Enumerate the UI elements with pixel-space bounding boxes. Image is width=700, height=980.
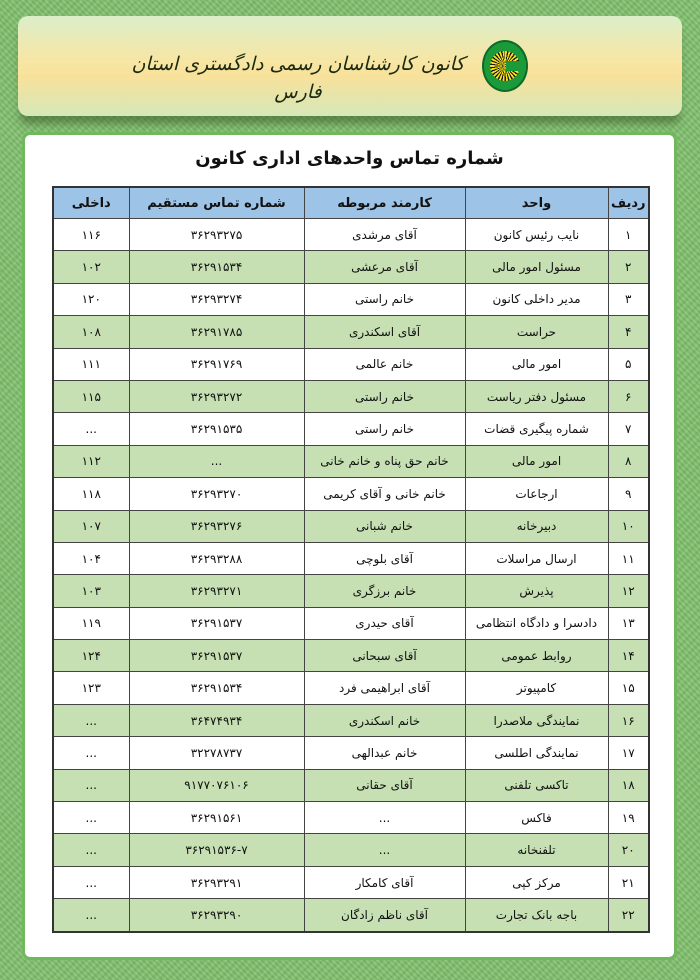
table-row <box>53 478 649 510</box>
cell-extension: ۱۱۹ <box>53 607 129 639</box>
cell-row-number: ۱۲ <box>608 575 649 607</box>
cell-staff: آقای کامکار <box>304 866 465 898</box>
cell-staff: خانم عبدالهی <box>304 737 465 769</box>
cell-staff: آقای سبحانی <box>304 640 465 672</box>
cell-direct-phone: ۳۶۲۹۱۵۳۴ <box>129 672 304 704</box>
cell-row-number: ۴ <box>608 316 649 348</box>
cell-unit: مسئول امور مالی <box>465 251 608 283</box>
cell-staff: خانم عالمی <box>304 348 465 380</box>
cell-direct-phone: ۳۶۲۹۳۲۷۶ <box>129 510 304 542</box>
cell-direct-phone: ۳۶۲۹۱۵۳۶-۷ <box>129 834 304 866</box>
cell-extension: ... <box>53 899 129 932</box>
cell-unit: حراست <box>465 316 608 348</box>
cell-direct-phone: ۳۶۲۹۱۵۳۴ <box>129 251 304 283</box>
cell-direct-phone: ۳۲۲۷۸۷۳۷ <box>129 737 304 769</box>
cell-extension: ... <box>53 834 129 866</box>
cell-direct-phone: ۳۶۲۹۱۵۳۷ <box>129 607 304 639</box>
table-row <box>53 510 649 542</box>
cell-staff: آقای ابراهیمی فرد <box>304 672 465 704</box>
cell-row-number: ۲۱ <box>608 866 649 898</box>
table-row <box>53 251 649 283</box>
cell-row-number: ۱۱ <box>608 542 649 574</box>
table-row <box>53 542 649 574</box>
cell-row-number: ۱۵ <box>608 672 649 704</box>
cell-extension: ۱۰۸ <box>53 316 129 348</box>
cell-extension: ... <box>53 413 129 445</box>
cell-row-number: ۱۹ <box>608 802 649 834</box>
cell-direct-phone: ۳۶۲۹۳۲۷۲ <box>129 380 304 412</box>
cell-staff: خانم برزگری <box>304 575 465 607</box>
header-banner <box>18 16 682 116</box>
cell-extension: ۱۱۲ <box>53 445 129 477</box>
cell-direct-phone: ۳۶۲۹۳۲۷۵ <box>129 219 304 251</box>
cell-staff: آقای حیدری <box>304 607 465 639</box>
table-row <box>53 704 649 736</box>
cell-direct-phone: ۳۶۲۹۱۷۶۹ <box>129 348 304 380</box>
cell-direct-phone: ۳۶۲۹۳۲۷۴ <box>129 283 304 315</box>
cell-row-number: ۹ <box>608 478 649 510</box>
table-row <box>53 283 649 315</box>
cell-staff: آقای اسکندری <box>304 316 465 348</box>
table-row <box>53 380 649 412</box>
cell-unit: ارجاعات <box>465 478 608 510</box>
cell-direct-phone: ۹۱۷۷۰۷۶۱۰۶ <box>129 769 304 801</box>
cell-extension: ۱۰۷ <box>53 510 129 542</box>
cell-unit: امور مالی <box>465 445 608 477</box>
cell-row-number: ۱۷ <box>608 737 649 769</box>
cell-unit: ارسال مراسلات <box>465 542 608 574</box>
cell-row-number: ۶ <box>608 380 649 412</box>
cell-unit: دادسرا و دادگاه انتظامی <box>465 607 608 639</box>
cell-extension: ... <box>53 802 129 834</box>
table-row <box>53 445 649 477</box>
cell-unit: تلفنخانه <box>465 834 608 866</box>
cell-unit: کامپیوتر <box>465 672 608 704</box>
cell-extension: ... <box>53 737 129 769</box>
cell-staff: خانم خانی و آقای کریمی <box>304 478 465 510</box>
column-header-unit: واحد <box>465 187 608 219</box>
cell-unit: باجه بانک تجارت <box>465 899 608 932</box>
table-row <box>53 802 649 834</box>
table-row <box>53 413 649 445</box>
table-row <box>53 219 649 251</box>
cell-extension: ... <box>53 866 129 898</box>
cell-staff: آقای مرشدی <box>304 219 465 251</box>
cell-extension: ۱۱۶ <box>53 219 129 251</box>
cell-staff: آقای حقانی <box>304 769 465 801</box>
cell-unit: مرکز کپی <box>465 866 608 898</box>
cell-staff: ... <box>304 834 465 866</box>
cell-extension: ۱۲۳ <box>53 672 129 704</box>
cell-row-number: ۱۴ <box>608 640 649 672</box>
table-row <box>53 575 649 607</box>
cell-unit: تاکسی تلفنی <box>465 769 608 801</box>
table-row <box>53 607 649 639</box>
table-row <box>53 866 649 898</box>
cell-extension: ... <box>53 769 129 801</box>
cell-direct-phone: ۳۶۲۹۱۵۳۷ <box>129 640 304 672</box>
cell-extension: ۱۱۱ <box>53 348 129 380</box>
cell-direct-phone: ۳۶۲۹۳۲۷۱ <box>129 575 304 607</box>
cell-row-number: ۸ <box>608 445 649 477</box>
cell-row-number: ۱۸ <box>608 769 649 801</box>
table-row <box>53 769 649 801</box>
cell-extension: ۱۰۲ <box>53 251 129 283</box>
cell-direct-phone: ۳۶۲۹۳۲۹۱ <box>129 866 304 898</box>
cell-staff: خانم راستی <box>304 283 465 315</box>
cell-staff: خانم راستی <box>304 380 465 412</box>
cell-row-number: ۲۲ <box>608 899 649 932</box>
cell-row-number: ۵ <box>608 348 649 380</box>
cell-extension: ۱۲۰ <box>53 283 129 315</box>
cell-direct-phone: ۳۶۴۷۴۹۳۴ <box>129 704 304 736</box>
cell-row-number: ۱۰ <box>608 510 649 542</box>
cell-unit: روابط عمومی <box>465 640 608 672</box>
cell-row-number: ۳ <box>608 283 649 315</box>
cell-staff: آقای مرعشی <box>304 251 465 283</box>
page-title: شماره تماس واحدهای اداری کانون <box>195 148 504 169</box>
cell-unit: نمایندگی اطلسی <box>465 737 608 769</box>
cell-row-number: ۲ <box>608 251 649 283</box>
table-row <box>53 672 649 704</box>
cell-unit: فاکس <box>465 802 608 834</box>
cell-staff: خانم اسکندری <box>304 704 465 736</box>
cell-direct-phone: ۳۶۲۹۱۵۳۵ <box>129 413 304 445</box>
cell-staff: خانم راستی <box>304 413 465 445</box>
cell-extension: ... <box>53 704 129 736</box>
cell-extension: ۱۱۵ <box>53 380 129 412</box>
cell-unit: شماره پیگیری قضات <box>465 413 608 445</box>
cell-staff: خانم حق پناه و خانم خانی <box>304 445 465 477</box>
cell-staff: آقای بلوچی <box>304 542 465 574</box>
cell-unit: نمایندگی ملاصدرا <box>465 704 608 736</box>
cell-row-number: ۱ <box>608 219 649 251</box>
cell-unit: نایب رئیس کانون <box>465 219 608 251</box>
cell-unit: امور مالی <box>465 348 608 380</box>
logo-icon <box>482 40 528 92</box>
cell-row-number: ۱۶ <box>608 704 649 736</box>
table-row <box>53 316 649 348</box>
cell-direct-phone: ۳۶۲۹۳۲۸۸ <box>129 542 304 574</box>
cell-direct-phone: ۳۶۲۹۳۲۹۰ <box>129 899 304 932</box>
column-header-row-number: ردیف <box>608 187 649 219</box>
cell-direct-phone: ۳۶۲۹۱۵۶۱ <box>129 802 304 834</box>
cell-staff: ... <box>304 802 465 834</box>
cell-extension: ۱۰۴ <box>53 542 129 574</box>
cell-row-number: ۱۳ <box>608 607 649 639</box>
cell-extension: ۱۱۸ <box>53 478 129 510</box>
cell-row-number: ۷ <box>608 413 649 445</box>
cell-unit: مدیر داخلی کانون <box>465 283 608 315</box>
column-header-staff: کارمند مربوطه <box>304 187 465 219</box>
cell-extension: ۱۲۴ <box>53 640 129 672</box>
table-row <box>53 834 649 866</box>
cell-unit: پذیرش <box>465 575 608 607</box>
table-header <box>53 187 649 219</box>
cell-staff: خانم شبانی <box>304 510 465 542</box>
contacts-table <box>52 186 650 933</box>
cell-direct-phone: ۳۶۲۹۱۷۸۵ <box>129 316 304 348</box>
cell-unit: مسئول دفتر ریاست <box>465 380 608 412</box>
cell-extension: ۱۰۳ <box>53 575 129 607</box>
table-row <box>53 348 649 380</box>
cell-direct-phone: ... <box>129 445 304 477</box>
column-header-direct-phone: شماره تماس مستقیم <box>129 187 304 219</box>
table-row <box>53 737 649 769</box>
cell-staff: آقای ناظم زادگان <box>304 899 465 932</box>
column-header-extension: داخلی <box>53 187 129 219</box>
table-row <box>53 640 649 672</box>
cell-unit: دبیرخانه <box>465 510 608 542</box>
table-row <box>53 899 649 932</box>
cell-direct-phone: ۳۶۲۹۳۲۷۰ <box>129 478 304 510</box>
organization-name: کانون کارشناسان رسمی دادگستری استان فارس <box>131 53 465 103</box>
cell-row-number: ۲۰ <box>608 834 649 866</box>
